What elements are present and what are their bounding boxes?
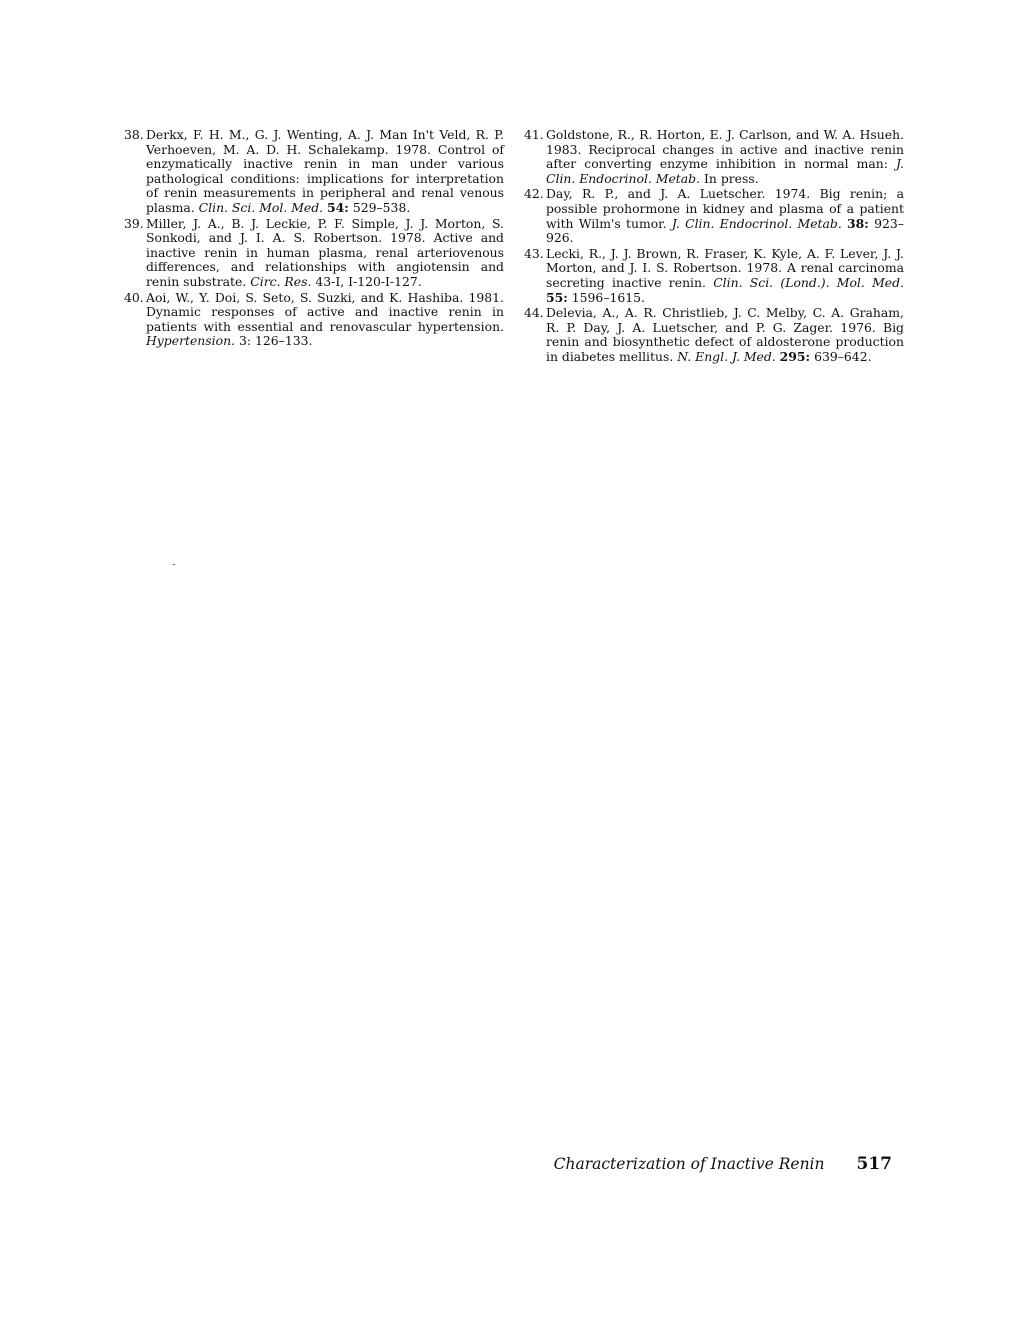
reference-38 bbox=[124, 128, 504, 216]
reference-pages: 126–133. bbox=[254, 333, 313, 349]
reference-number: 42. bbox=[524, 186, 544, 202]
reference-authors: Derkx, F. H. M., G. J. Wenting, A. J. Man In't Veld, R. P. Verhoeven, M. A. D. H. Schalekamp. 1978. bbox=[146, 127, 504, 157]
running-title: Characterization of Inactive Renin bbox=[553, 1155, 825, 1173]
reference-authors: Goldstone, R., R. Horton, E. J. Carlson, and W. A. Hsueh. 1983. bbox=[546, 127, 904, 157]
reference-authors: Day, R. P., and J. A. Luetscher. 1974. bbox=[546, 186, 811, 202]
reference-number: 41. bbox=[524, 127, 544, 142]
reference-column-right bbox=[524, 128, 904, 366]
reference-number: 39. bbox=[124, 215, 144, 231]
reference-39 bbox=[124, 217, 504, 290]
reference-journal: Circ. Res. bbox=[250, 273, 312, 289]
reference-volume: 55: bbox=[546, 289, 568, 305]
reference-title: A renal carcinoma secreting inactive renin. bbox=[546, 260, 904, 290]
reference-number: 38. bbox=[124, 127, 144, 142]
reference-40 bbox=[124, 291, 504, 349]
reference-44 bbox=[524, 306, 904, 364]
reference-title: Big renin and biosynthetic defect of aldosterone production in diabetes mellitus. bbox=[546, 319, 904, 364]
reference-pages: In press. bbox=[704, 170, 759, 186]
reference-42 bbox=[524, 187, 904, 245]
reference-number: 43. bbox=[524, 245, 544, 261]
reference-volume: 295: bbox=[779, 348, 811, 364]
reference-pages: 923–926. bbox=[546, 215, 904, 246]
reference-number: 44. bbox=[524, 305, 544, 321]
reference-volume: 43-I, bbox=[315, 273, 345, 289]
reference-journal: J. Clin. Endocrinol. Metab. bbox=[546, 156, 904, 186]
reference-pages: 529–538. bbox=[352, 199, 411, 215]
reference-authors: Lecki, R., J. J. Brown, R. Fraser, K. Kyle, A. F. Lever, J. J. Morton, and J. I. S. Robertson. 1978. bbox=[546, 245, 904, 276]
reference-volume: 38: bbox=[847, 215, 869, 231]
reference-pages: 639–642. bbox=[814, 348, 872, 364]
reference-authors: Aoi, W., Y. Doi, S. Seto, S. Suzki, and K. Hashiba. 1981. bbox=[146, 289, 504, 305]
reference-journal: Hypertension. bbox=[146, 333, 235, 349]
scan-speck bbox=[173, 564, 175, 565]
reference-title: Control of enzymatically inactive renin in man under various pathological conditions: implications for interpretation of renin measurements in peripheral and renal venous plasma. bbox=[146, 141, 504, 215]
reference-journal: N. Engl. J. Med. bbox=[677, 348, 776, 364]
reference-title: Active and inactive renin in human plasma, renal arteriovenous differences, and relationships with angiotensin and renin substrate. bbox=[146, 230, 504, 289]
reference-number: 40. bbox=[124, 289, 144, 305]
reference-journal: Clin. Sci. Mol. Med. bbox=[198, 199, 324, 215]
reference-authors: Delevia, A., A. R. Christlieb, J. C. Melby, C. A. Graham, R. P. Day, J. A. Luetscher, and P. G. Zager. 1976. bbox=[546, 305, 904, 335]
page-number: 517 bbox=[856, 1154, 892, 1174]
reference-41 bbox=[524, 128, 904, 186]
reference-volume: 3: bbox=[238, 333, 252, 349]
reference-title: Big renin; a possible prohormone in kidney and plasma of a patient with Wilm's tumor. bbox=[546, 186, 904, 231]
reference-journal: J. Clin. Endocrinol. Metab. bbox=[671, 215, 842, 231]
reference-column-left bbox=[124, 128, 504, 350]
reference-43 bbox=[524, 247, 904, 305]
reference-volume: 54: bbox=[327, 199, 349, 215]
reference-authors: Miller, J. A., B. J. Leckie, P. F. Simple, J. J. Morton, S. Sonkodi, and J. I. A. S. Robertson. 1978. bbox=[146, 215, 504, 246]
reference-pages: 1596–1615. bbox=[571, 289, 645, 305]
reference-title: Reciprocal changes in active and inactive renin after converting enzyme inhibition in normal man: bbox=[546, 141, 904, 172]
reference-pages: I-120-I-127. bbox=[348, 273, 422, 289]
reference-journal: Clin. Sci. (Lond.). Mol. Med. bbox=[713, 274, 904, 290]
reference-title: Dynamic responses of active and inactive renin in patients with essential and renovascular hypertension. bbox=[146, 304, 504, 334]
page-footer bbox=[520, 1154, 892, 1174]
